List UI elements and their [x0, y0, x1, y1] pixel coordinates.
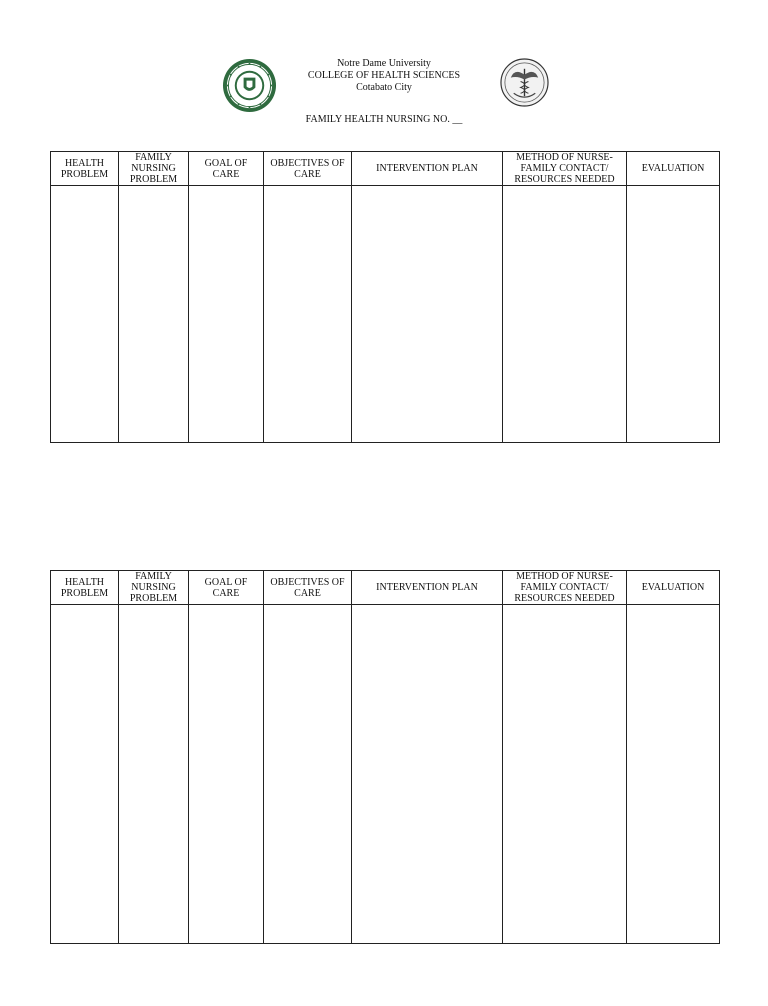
family-nursing-problem-cell[interactable] [119, 605, 189, 944]
table-header-row [51, 571, 720, 605]
goal-of-care-cell[interactable] [189, 186, 264, 443]
evaluation-cell[interactable] [627, 186, 720, 443]
col-method-resources: METHOD OF NURSE-FAMILY CONTACT/ RESOURCES NEEDED [503, 152, 627, 186]
table-row [51, 186, 720, 443]
col-goal-of-care: GOAL OF CARE [189, 152, 264, 186]
care-plan-table [50, 151, 720, 443]
objectives-of-care-cell[interactable] [264, 186, 352, 443]
intervention-plan-cell[interactable] [352, 605, 503, 944]
college-name: COLLEGE OF HEALTH SCIENCES [307, 70, 461, 81]
table-header-row [51, 152, 720, 186]
document-header [0, 0, 768, 140]
college-seal-icon [500, 58, 549, 107]
col-goal-of-care: GOAL OF CARE [189, 571, 264, 605]
goal-of-care-cell[interactable] [189, 605, 264, 944]
evaluation-cell[interactable] [627, 605, 720, 944]
col-evaluation: EVALUATION [627, 152, 720, 186]
col-objectives-of-care: OBJECTIVES OF CARE [264, 571, 352, 605]
health-problem-cell[interactable] [51, 605, 119, 944]
col-evaluation: EVALUATION [627, 571, 720, 605]
col-intervention-plan: INTERVENTION PLAN [352, 571, 503, 605]
objectives-of-care-cell[interactable] [264, 605, 352, 944]
col-family-nursing-problem: FAMILY NURSING PROBLEM [119, 152, 189, 186]
col-health-problem: HEALTH PROBLEM [51, 571, 119, 605]
institution-block [284, 58, 484, 94]
university-name: Notre Dame University [337, 58, 431, 69]
care-plan-table [50, 570, 720, 944]
method-resources-cell[interactable] [503, 186, 627, 443]
col-objectives-of-care: OBJECTIVES OF CARE [264, 152, 352, 186]
col-family-nursing-problem: FAMILY NURSING PROBLEM [119, 571, 189, 605]
col-method-resources: METHOD OF NURSE-FAMILY CONTACT/ RESOURCES NEEDED [503, 571, 627, 605]
table-row [51, 605, 720, 944]
health-problem-cell[interactable] [51, 186, 119, 443]
city-name: Cotabato City [356, 82, 412, 93]
form-title: FAMILY HEALTH NURSING NO. __ [305, 114, 463, 125]
col-health-problem: HEALTH PROBLEM [51, 152, 119, 186]
family-nursing-problem-cell[interactable] [119, 186, 189, 443]
col-intervention-plan: INTERVENTION PLAN [352, 152, 503, 186]
intervention-plan-cell[interactable] [352, 186, 503, 443]
university-seal-icon [222, 58, 277, 113]
method-resources-cell[interactable] [503, 605, 627, 944]
